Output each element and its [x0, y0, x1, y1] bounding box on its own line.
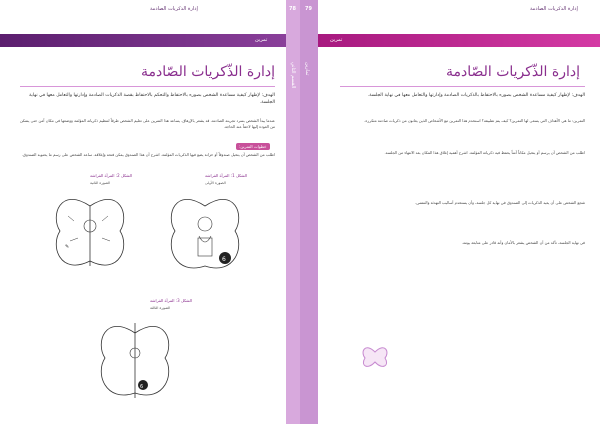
gutter-label-bottom: تمارين	[304, 62, 310, 76]
fig2-sub: الصورة الثانية	[90, 181, 111, 185]
butterfly-drawing-3	[95, 313, 175, 413]
left-title-underline	[20, 86, 275, 87]
left-header: إدارة الذكريات الصادمة	[150, 6, 198, 12]
right-para4: في نهاية الجلسة، تأكد من أن الشخص يشعر بالأمان وأنه قادر على متابعة يومه.	[461, 240, 585, 245]
left-band-label: تمرين	[255, 37, 268, 43]
steps-pill: خطوات التمرين:	[236, 143, 270, 150]
right-para1: التمرين: ما هي الأهداف التي يسعى لها التمرين؟ كيف يتم تطبيقه؟ استخدم هذا التمرين مع الأشخاص الذين يعانون من ذكريات صادمة متكررة.	[364, 118, 585, 123]
svg-text:6: 6	[140, 384, 144, 390]
right-header: إدارة الذكريات الصادمة	[530, 6, 578, 12]
right-lead: الهدف: لإظهار كيفية مساعدة الشخص بصوره بالاحتفاظ بالذكريات الصادمة وإدارتها والتعامل معها في نهاية الجلسة.	[367, 93, 585, 98]
fig1-title: الشكل 1: المرأة الفراشة	[205, 173, 248, 178]
left-lead: الهدف: لإظهار كيفية مساعدة الشخص بصوره بالاحتفاظ والتحكم بالاحتفاظ بقصة الذكريات الصادمة وإدارتها والتعامل معها في نهاية الجلسة.	[29, 93, 275, 105]
left-para2: اطلب من الشخص أن يتخيل صندوقاً أو خزانة يضع فيها الذكريات المؤلمة. اشرح أن هذا الصندوق يمكن فتحه وإغلاقه. ساعد الشخص على رسم ما يحتويه الصندوق.	[21, 152, 275, 157]
left-title: إدارة الذّكريات الصّادمة	[140, 64, 275, 80]
right-page-number: 79	[305, 6, 312, 12]
right-band	[318, 34, 600, 47]
right-band-label: تمرين	[330, 37, 343, 43]
svg-text:✎: ✎	[65, 244, 70, 250]
fig1-sub: الصورة الأولى	[205, 181, 226, 185]
fig2-title: الشكل 2: المرأة الفراشة	[90, 173, 133, 178]
butterfly-logo-icon	[360, 340, 390, 370]
fig3-sub: الصورة الثالثة	[150, 306, 171, 310]
gutter-label-top: القسم الثاني	[290, 62, 296, 89]
right-para3: شجع الشخص على أن يعيد الذكريات إلى الصندوق في نهاية كل جلسة، وأن يستخدم أساليب التهدئة والتنفس.	[415, 200, 585, 205]
right-para2: اطلب من الشخص أن يرسم أو يتخيل مكاناً آمناً يحفظ فيه ذكرياته المؤلمة. اشرح أهمية إغلاق هذا المكان بعد الانتهاء من الجلسة.	[384, 150, 585, 155]
butterfly-drawing-2	[165, 186, 245, 286]
svg-text:6: 6	[222, 256, 226, 263]
right-title: إدارة الذّكريات الصّادمة	[445, 64, 580, 80]
left-band	[0, 34, 286, 47]
right-title-underline	[340, 86, 585, 87]
butterfly-drawing-1	[50, 186, 130, 281]
fig3-title: الشكل 3: المرأة الفراشة	[150, 298, 193, 303]
left-page-number: 78	[289, 6, 296, 12]
left-para1: عندما يبدأ الشخص بسرد تجربته الصادمة، قد يشعر بالإرهاق. يساعد هذا التمرين على تعليم الشخص طرقاً لتنظيم ذكرياته المؤلمة ووضعها في مكان آمن حتى يتمكن من العودة إليها لاحقاً عند الحاجة.	[20, 118, 275, 129]
